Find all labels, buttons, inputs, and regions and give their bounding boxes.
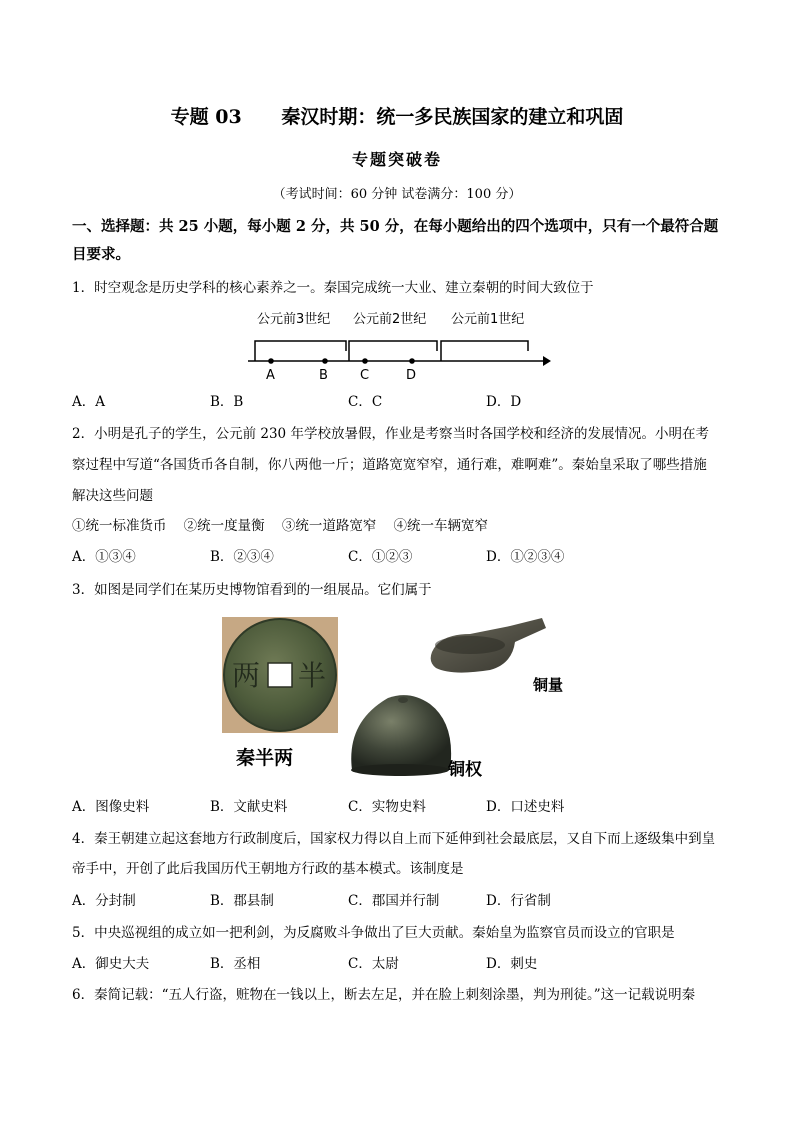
timeline-point-b bbox=[322, 358, 328, 364]
q3-option-c[interactable]: C．实物史料 bbox=[348, 799, 426, 815]
timeline-label-d: D bbox=[406, 368, 417, 383]
q6-stem: 6．秦简记载：“五人行盗，赃物在一钱以上，断去左足，并在脸上刺刻涂墨，判为刑徒。”这一记载说明秦 bbox=[72, 987, 696, 1003]
timeline-point-a bbox=[268, 358, 274, 364]
q4-option-a[interactable]: A．分封制 bbox=[72, 893, 136, 909]
timeline-arrow bbox=[543, 356, 551, 366]
q2-option-a[interactable]: A．①③④ bbox=[72, 549, 136, 565]
q2-stem-line3: 解决这些问题 bbox=[72, 488, 153, 504]
q4-option-b[interactable]: B．郡县制 bbox=[210, 893, 274, 909]
q3-stem: 3．如图是同学们在某历史博物馆看到的一组展品。它们属于 bbox=[72, 582, 432, 598]
banliang-coin-image bbox=[222, 617, 338, 733]
q1-option-a[interactable]: A．A bbox=[72, 394, 105, 410]
q3-option-d[interactable]: D．口述史料 bbox=[486, 799, 565, 815]
exam-meta: （考试时间：60 分钟 试卷满分：100 分） bbox=[272, 187, 522, 202]
q2-option-c[interactable]: C．①②③ bbox=[348, 549, 413, 565]
q1-option-d[interactable]: D．D bbox=[486, 394, 522, 410]
q2-stem-line1: 2．小明是孔子的学生，公元前 230 年学校放暑假，作业是考察当时各国学校和经济的发展情况。小明在考 bbox=[72, 426, 709, 442]
q2-stem-line2: 察过程中写道“各国货币各自制，你八两他一斤；道路宽宽窄窄，通行难，难啊难”。秦始皇采取了哪些措施 bbox=[72, 457, 707, 473]
q2-option-d[interactable]: D．①②③④ bbox=[486, 549, 565, 565]
bracket-1st-century bbox=[441, 341, 528, 351]
caption-bronze-measure: 铜量 bbox=[533, 676, 564, 694]
q5-stem: 5．中央巡视组的成立如一把利剑，为反腐败斗争做出了巨大贡献。秦始皇为监察官员而设立的官职是 bbox=[72, 925, 675, 941]
page-title: 专题 03 秦汉时期：统一多民族国家的建立和巩固 bbox=[170, 106, 624, 128]
q1-timeline bbox=[245, 305, 555, 385]
q2-option-b[interactable]: B．②③④ bbox=[210, 549, 274, 565]
q1-stem: 1．时空观念是历史学科的核心素养之一。秦国完成统一大业、建立秦朝的时间大致位于 bbox=[72, 280, 594, 296]
q1-option-c[interactable]: C．C bbox=[348, 394, 383, 410]
section-heading: 一、选择题：共 25 小题，每小题 2 分，共 50 分，在每小题给出的四个选项中，只有一个最符合题目要求。 bbox=[72, 218, 719, 263]
timeline-label-1st-century: 公元前1世纪 bbox=[451, 312, 525, 327]
page-subtitle: 专题突破卷 bbox=[351, 150, 442, 169]
caption-banliang: 秦半两 bbox=[236, 747, 294, 769]
q5-option-a[interactable]: A．御史大夫 bbox=[72, 956, 150, 972]
bronze-measure-image bbox=[431, 618, 546, 673]
q3-option-b[interactable]: B．文献史料 bbox=[210, 799, 288, 815]
q4-option-d[interactable]: D．行省制 bbox=[486, 893, 551, 909]
q1-option-b[interactable]: B．B bbox=[210, 394, 244, 410]
q3-artifacts-figure bbox=[220, 612, 580, 790]
q2-items: ①统一标准货币 ②统一度量衡 ③统一道路宽窄 ④统一车辆宽窄 bbox=[72, 518, 488, 534]
q5-option-b[interactable]: B．丞相 bbox=[210, 956, 261, 972]
timeline-label-b: B bbox=[319, 368, 328, 383]
bronze-weight-image bbox=[351, 695, 451, 776]
timeline-label-3rd-century: 公元前3世纪 bbox=[257, 312, 331, 327]
bracket-2nd-century bbox=[349, 341, 437, 351]
q5-option-d[interactable]: D．刺史 bbox=[486, 956, 538, 972]
coin-char-liang: 两 bbox=[232, 659, 261, 692]
q5-option-c[interactable]: C．太尉 bbox=[348, 956, 399, 972]
q4-stem-line2: 帝手中，开创了此后我国历代王朝地方行政的基本模式。该制度是 bbox=[72, 861, 464, 877]
caption-bronze-weight: 铜权 bbox=[448, 760, 482, 780]
timeline-label-c: C bbox=[360, 368, 370, 383]
timeline-label-a: A bbox=[266, 368, 275, 383]
q3-option-a[interactable]: A．图像史料 bbox=[72, 799, 150, 815]
bracket-3rd-century bbox=[255, 341, 346, 351]
timeline-point-c bbox=[362, 358, 368, 364]
timeline-point-d bbox=[409, 358, 415, 364]
q4-option-c[interactable]: C．郡国并行制 bbox=[348, 893, 440, 909]
coin-char-ban: 半 bbox=[298, 659, 327, 692]
timeline-label-2nd-century: 公元前2世纪 bbox=[353, 312, 427, 327]
q4-stem-line1: 4．秦王朝建立起这套地方行政制度后，国家权力得以自上而下延伸到社会最底层，又自下而上逐级集中到皇 bbox=[72, 831, 716, 847]
